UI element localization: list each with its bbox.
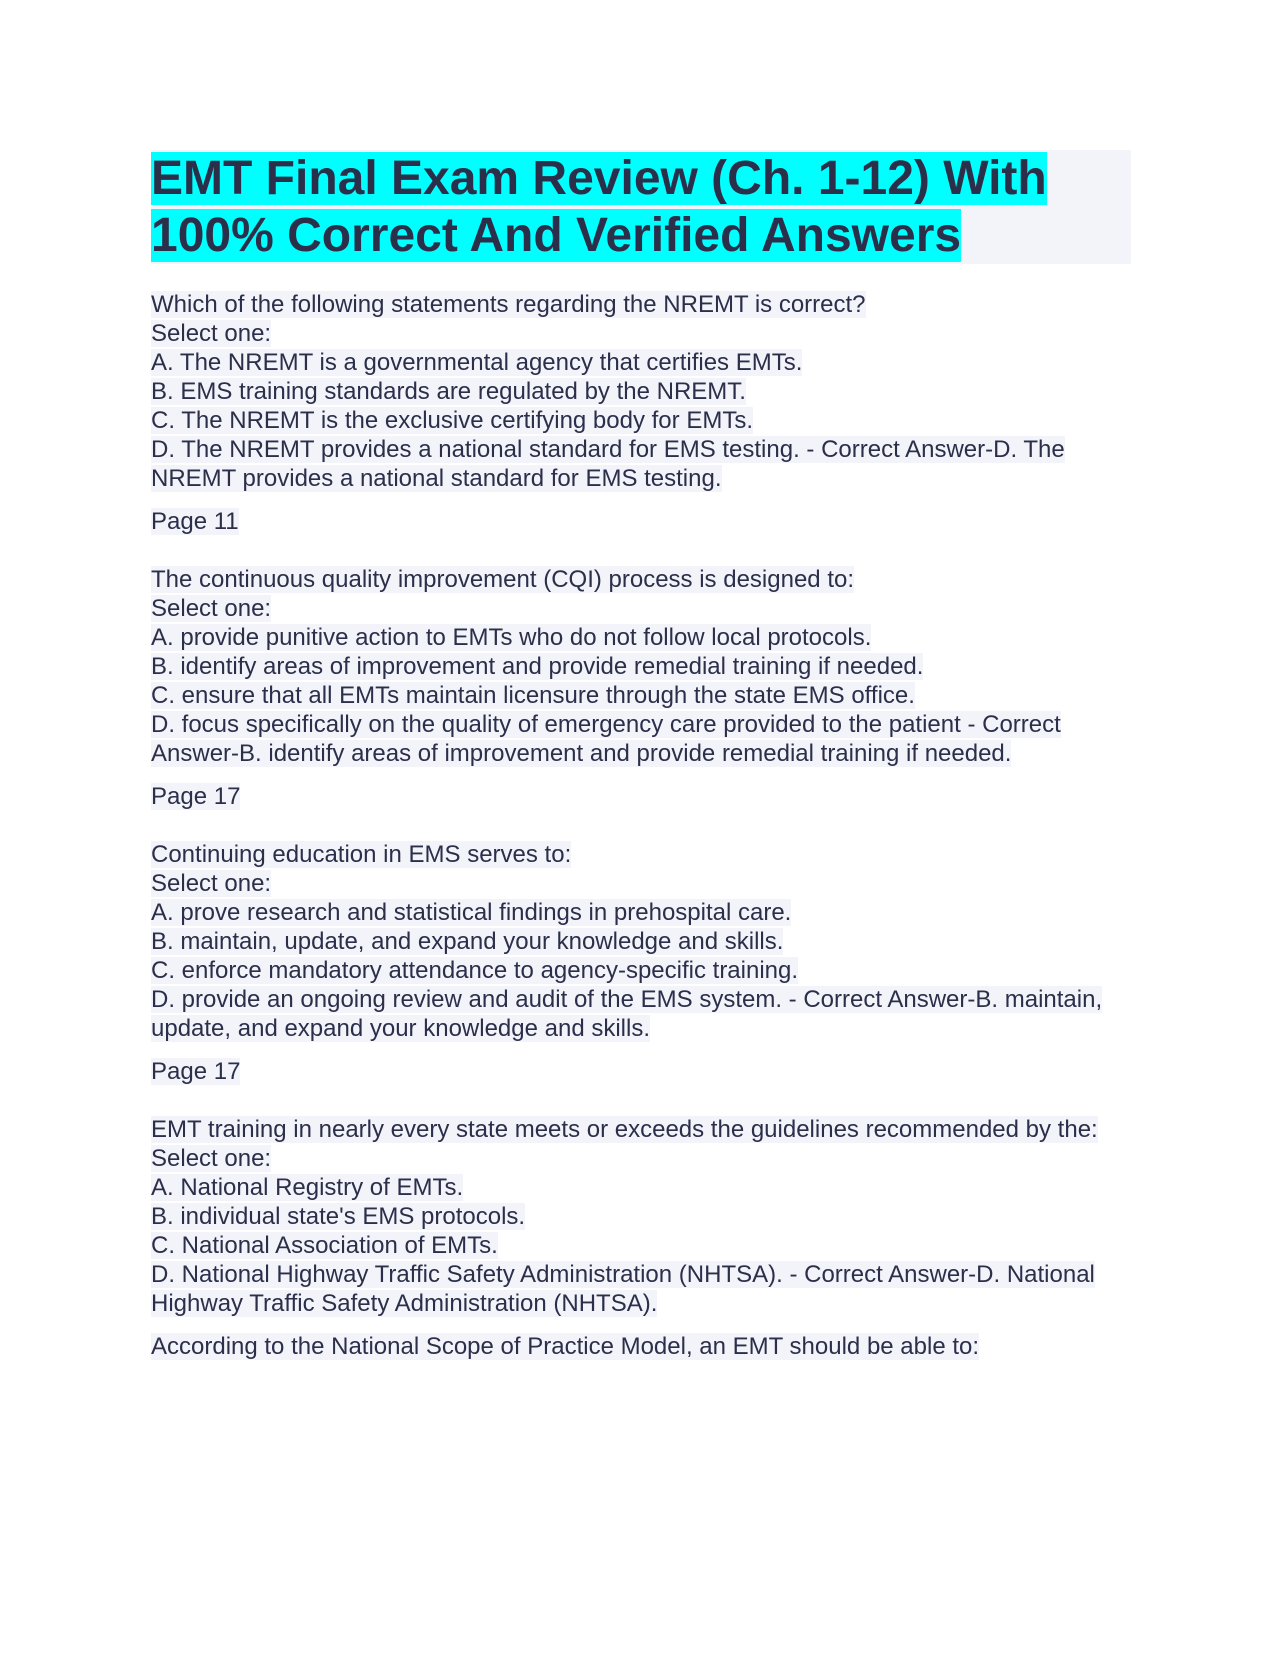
question-prompt: EMT training in nearly every state meets or exceeds the guidelines recommended by the: <box>151 1116 1098 1143</box>
option-b: B. maintain, update, and expand your knowledge and skills. <box>151 928 784 955</box>
page-title <box>151 150 1131 264</box>
option-c: C. National Association of EMTs. <box>151 1232 498 1259</box>
select-one-label: Select one: <box>151 595 272 622</box>
question-prompt: Continuing education in EMS serves to: <box>151 841 572 868</box>
question-prompt: The continuous quality improvement (CQI) process is designed to: <box>151 566 854 593</box>
question-4 <box>151 1115 1131 1332</box>
page-reference: Page 17 <box>151 783 241 810</box>
option-b: B. EMS training standards are regulated by the NREMT. <box>151 378 746 405</box>
option-c: C. enforce mandatory attendance to agency-specific training. <box>151 957 799 984</box>
option-d-with-answer: D. The NREMT provides a national standard for EMS testing. - Correct Answer-D. The NREMT provides a national standard for EMS testing. <box>151 436 1065 492</box>
option-d-with-answer: D. focus specifically on the quality of emergency care provided to the patient - Correct Answer-B. identify areas of improvement and provide remedial training if needed. <box>151 711 1061 767</box>
title-highlight: EMT Final Exam Review (Ch. 1-12) With 100% Correct And Verified Answers <box>151 152 1047 262</box>
page-reference: Page 11 <box>151 508 239 535</box>
question-5 <box>151 1332 1131 1361</box>
select-one-label: Select one: <box>151 320 272 347</box>
option-b: B. individual state's EMS protocols. <box>151 1203 526 1230</box>
title-block <box>151 150 1131 264</box>
document-page <box>151 150 1131 1361</box>
question-1 <box>151 290 1131 565</box>
option-c: C. ensure that all EMTs maintain licensure through the state EMS office. <box>151 682 915 709</box>
page-reference: Page 17 <box>151 1058 241 1085</box>
option-d-with-answer: D. National Highway Traffic Safety Administration (NHTSA). - Correct Answer-D. National Highway Traffic Safety Administration (NHTSA). <box>151 1261 1095 1317</box>
question-2 <box>151 565 1131 840</box>
question-3 <box>151 840 1131 1115</box>
option-a: A. provide punitive action to EMTs who do not follow local protocols. <box>151 624 872 651</box>
option-a: A. National Registry of EMTs. <box>151 1174 464 1201</box>
option-a: A. prove research and statistical findings in prehospital care. <box>151 899 792 926</box>
select-one-label: Select one: <box>151 1145 272 1172</box>
select-one-label: Select one: <box>151 870 272 897</box>
option-b: B. identify areas of improvement and provide remedial training if needed. <box>151 653 924 680</box>
option-a: A. The NREMT is a governmental agency that certifies EMTs. <box>151 349 803 376</box>
question-prompt: Which of the following statements regarding the NREMT is correct? <box>151 291 866 318</box>
option-d-with-answer: D. provide an ongoing review and audit of the EMS system. - Correct Answer-B. maintain, update, and expand your knowledge and skills. <box>151 986 1103 1042</box>
option-c: C. The NREMT is the exclusive certifying body for EMTs. <box>151 407 753 434</box>
question-prompt: According to the National Scope of Practice Model, an EMT should be able to: <box>151 1333 980 1360</box>
